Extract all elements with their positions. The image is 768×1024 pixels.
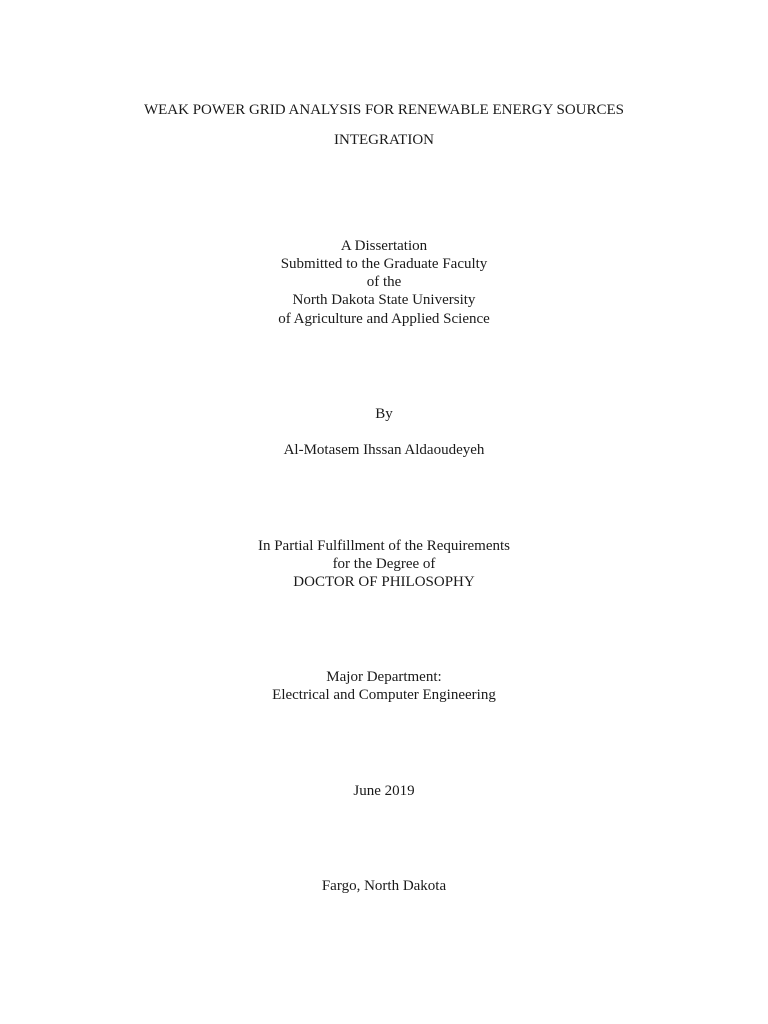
department-name: Electrical and Computer Engineering	[272, 687, 496, 703]
degree-name: DOCTOR OF PHILOSOPHY	[293, 574, 475, 590]
dissertation-title-line-1: WEAK POWER GRID ANALYSIS FOR RENEWABLE ENERGY SOURCES	[143, 102, 625, 118]
author-by-label: By	[375, 406, 393, 422]
submission-location: Fargo, North Dakota	[321, 878, 447, 894]
dissertation-title-line-2: INTEGRATION	[334, 132, 434, 148]
department-label: Major Department:	[326, 669, 442, 685]
author-name: Al-Motasem Ihssan Aldaoudeyeh	[283, 442, 485, 458]
fulfillment-statement: In Partial Fulfillment of the Requirements	[257, 538, 511, 554]
submission-date: June 2019	[353, 783, 415, 799]
degree-for-label: for the Degree of	[332, 556, 436, 572]
submission-of-the: of the	[366, 274, 402, 290]
submission-statement: Submitted to the Graduate Faculty	[280, 256, 488, 272]
document-type: A Dissertation	[340, 238, 428, 254]
university-name: North Dakota State University	[292, 292, 476, 308]
university-subtitle: of Agriculture and Applied Science	[278, 311, 490, 327]
